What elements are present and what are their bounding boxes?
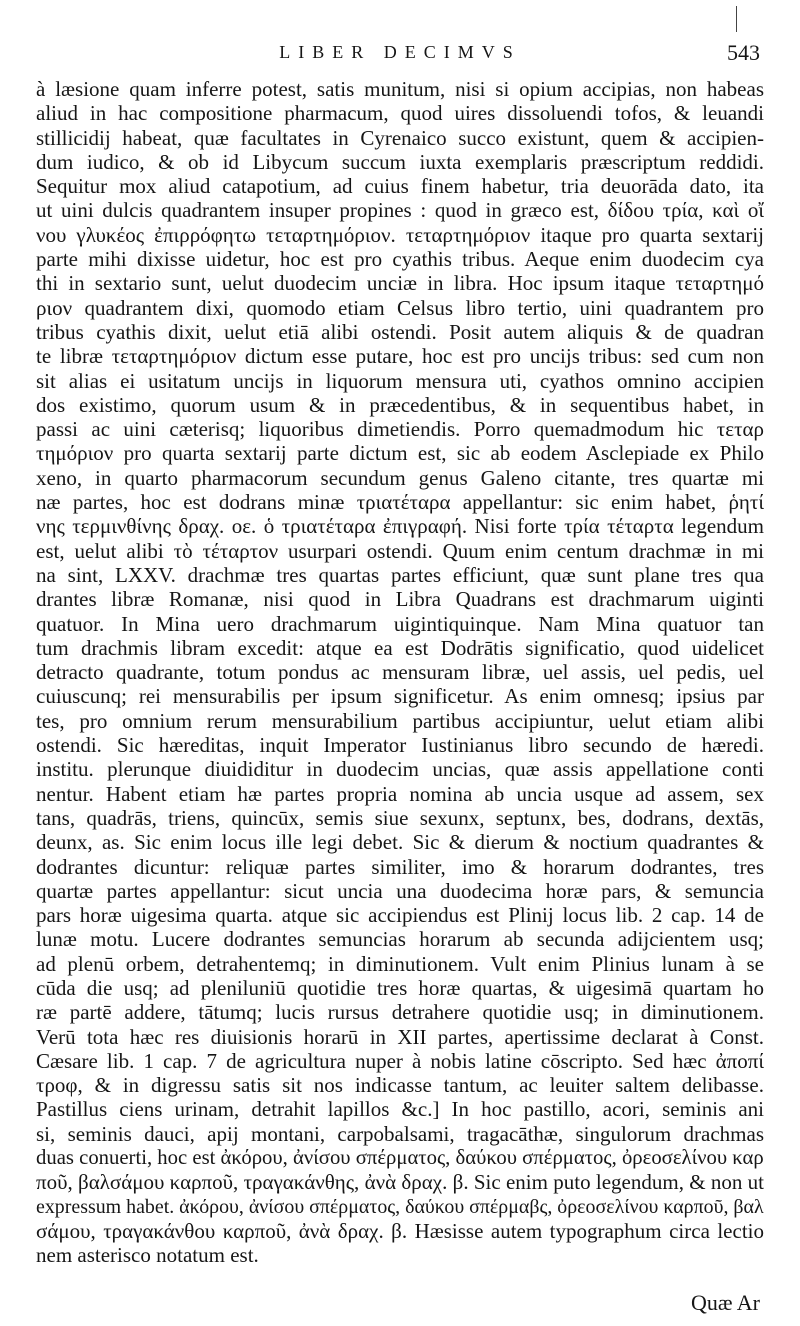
text-line: ποῦ, βαλσάμου καρποῦ, τραγακάνθης, ἀνὰ δραχ. β. Sic enim puto legendum, & non ut — [36, 1170, 764, 1195]
text-line: expressum habet. ἀκόρου, ἀνίσου σπέρματος, δαύκου σπέρμαβς, ὀρεοσελίνου καρποῦ, βαλ — [36, 1195, 764, 1218]
text-line: thi in sextario sunt, uelut duodecim unciæ in libra. Hoc ipsum itaque τεταρτημό — [36, 271, 764, 296]
text-line: næ partes, hoc est dodrans minæ τριατέταρα appellantur: sic enim habet, ῥητί — [36, 490, 764, 515]
text-line: te libræ τεταρτημόριον dictum esse putare, hoc est pro uncijs tribus: sed cum non — [36, 344, 764, 369]
text-line: Verū tota hæc res diuisionis horarū in XII partes, apertissime declarat à Const. — [36, 1024, 764, 1049]
running-head — [40, 36, 760, 76]
text-line: ριον quadrantem dixi, quomodo etiam Celsus libro tertio, uini quadrantem pro — [36, 295, 764, 320]
text-line: xeno, in quarto pharmacorum secundum genus Galeno citante, tres quartæ mi — [36, 465, 764, 490]
text-line: detracto quadrante, totum pondus ac mensuram libræ, uel assis, uel pedis, uel — [36, 660, 764, 685]
text-line: nentur. Habent etiam hæ partes propria nomina ab uncia usque ad assem, sex — [36, 781, 764, 806]
page-edge-mark — [736, 6, 737, 32]
text-line: institu. plerunque diuididitur in duodecim uncias, quæ assis appellatione conti — [36, 757, 764, 782]
text-line: νης τερμινθίνης δραχ. οε. ὁ τριατέταρα ἐπιγραφή. Nisi forte τρία τέταρτα legendum — [36, 514, 764, 539]
text-line: si, seminis dauci, apij montani, carpobalsami, tragacāthæ, singulorum drachmas — [36, 1121, 764, 1146]
text-line: drantes libræ Romanæ, nisi quod in Libra Quadrans est drachmarum uiginti — [36, 587, 764, 612]
text-line: stillicidij habeat, quæ facultates in Cyrenaico succo existunt, quem & accipien- — [36, 125, 764, 150]
text-line: parte mihi dixisse uidetur, hoc est pro cyathis tribus. Aeque enim duodecim cya — [36, 247, 764, 272]
text-line: passi ac uini cæterisq; liquoribus dimetiendis. Porro quemadmodum hic τεταρ — [36, 417, 764, 442]
text-line: duas conuerti, hoc est ἀκόρου, ἀνίσου σπέρματος, δαύκου σπέρματος, ὀρεοσελίνου καρ — [36, 1147, 764, 1170]
text-line: pars horæ uigesima quarta. atque sic accipiendus est Plinij locus lib. 2 cap. 14 de — [36, 903, 764, 928]
text-line: quatuor. In Mina uero drachmarum uigintiquinque. Nam Mina quatuor tan — [36, 611, 764, 636]
text-line: tum drachmis libram excedit: atque ea est Dodrātis significatio, quod uidelicet — [36, 635, 764, 660]
text-line: tans, quadrās, triens, quincūx, semis siue sexunx, septunx, bes, dodrans, dextās, — [36, 805, 764, 830]
text-line: na sint, LXXV. drachmæ tres quartas partes efficiunt, quæ sunt plane tres qua — [36, 562, 764, 587]
text-line: tribus cyathis dixit, uelut etiā alibi ostendi. Posit autem aliquis & de quadran — [36, 319, 764, 344]
text-line: νου γλυκέος ἐπιρρόφητω τεταρτημόριον. τεταρτημόριον itaque pro quarta sextarij — [36, 222, 764, 247]
text-line: dum iudico, & ob id Libycum succum iuxta exemplaris præscriptum reddidi. — [36, 149, 764, 174]
text-line: ostendi. Sic hæreditas, inquit Imperator Iustinianus libro secundo de hæredi. — [36, 733, 764, 758]
text-line: σάμου, τραγακάνθου καρποῦ, ἀνὰ δραχ. β. Hæsisse autem typographum circa lectio — [36, 1218, 764, 1243]
page-number: 543 — [727, 40, 760, 65]
text-line: sit alias ei usitatum uncijs in liquorum mensura uti, cyathos omnino accipien — [36, 368, 764, 393]
text-line: à læsione quam inferre potest, satis munitum, nisi si opium accipias, non habeas — [36, 77, 764, 101]
text-line: Pastillus ciens urinam, detrahit lapillos &c.] In hoc pastillo, acori, seminis ani — [36, 1097, 764, 1122]
running-title: LIBER DECIMVS — [279, 42, 521, 62]
text-line: aliud in hac compositione pharmacum, quod uires dissoluendi tofos, & leuandi — [36, 101, 764, 126]
text-line: cūda die usq; ad pleniluniū quotidie tres horæ quartas, & uigesimā quartam ho — [36, 975, 764, 1000]
text-line: τημόριον pro quarta sextarij parte dictum est, sic ab eodem Asclepiade ex Philo — [36, 441, 764, 466]
text-line: est, uelut alibi τὸ τέταρτον usurpari ostendi. Quum enim centum drachmæ in mi — [36, 538, 764, 563]
text-line: deunx, as. Sic enim locus ille legi debet. Sic & dierum & noctium quadrantes & — [36, 830, 764, 855]
text-line: quartæ partes appellantur: sicut uncia una duodecima horæ pars, & semuncia — [36, 878, 764, 903]
text-line: Cæsare lib. 1 cap. 7 de agricultura nuper à nobis latine cōscripto. Sed hæc ἀποπί — [36, 1048, 764, 1073]
text-line: lunæ motu. Lucere dodrantes semuncias horarum ab secunda adijcientem usq; — [36, 927, 764, 952]
text-line: τροφ, & in digressu satis sit nos indicasse tantum, ac leuiter saltem delibasse. — [36, 1073, 764, 1098]
text-line: ræ partē addere, tātumq; lucis rursus detrahere quotidie usq; in diminutionem. — [36, 1000, 764, 1025]
text-line: ad plenū orbem, detrahentemq; in diminutionem. Vult enim Plinius lunam à se — [36, 951, 764, 976]
text-line: dos existimo, quorum usum & in præcedentibus, & in sequentibus habet, in — [36, 392, 764, 417]
body-text — [36, 77, 764, 1268]
text-line: Sequitur mox aliud catapotium, ad cuius finem habetur, tria deuorāda dato, ita — [36, 174, 764, 199]
text-line: dodrantes dicuntur: reliquæ partes similiter, imo & horarum dodrantes, tres — [36, 854, 764, 879]
text-line: nem asterisco notatum est. — [36, 1243, 259, 1268]
text-line: cuiuscunq; rei mensurabilis per ipsum significetur. As enim omnesq; ipsius par — [36, 684, 764, 709]
text-line: ut uini dulcis quadrantem insuper propines : quod in græco est, δίδου τρία, καὶ οἴ — [36, 198, 764, 223]
text-line: tes, pro omnium rerum mensurabilium partibus accipiuntur, uelut etiam alibi — [36, 708, 764, 733]
catchword: Quæ Ar — [690, 1290, 760, 1315]
